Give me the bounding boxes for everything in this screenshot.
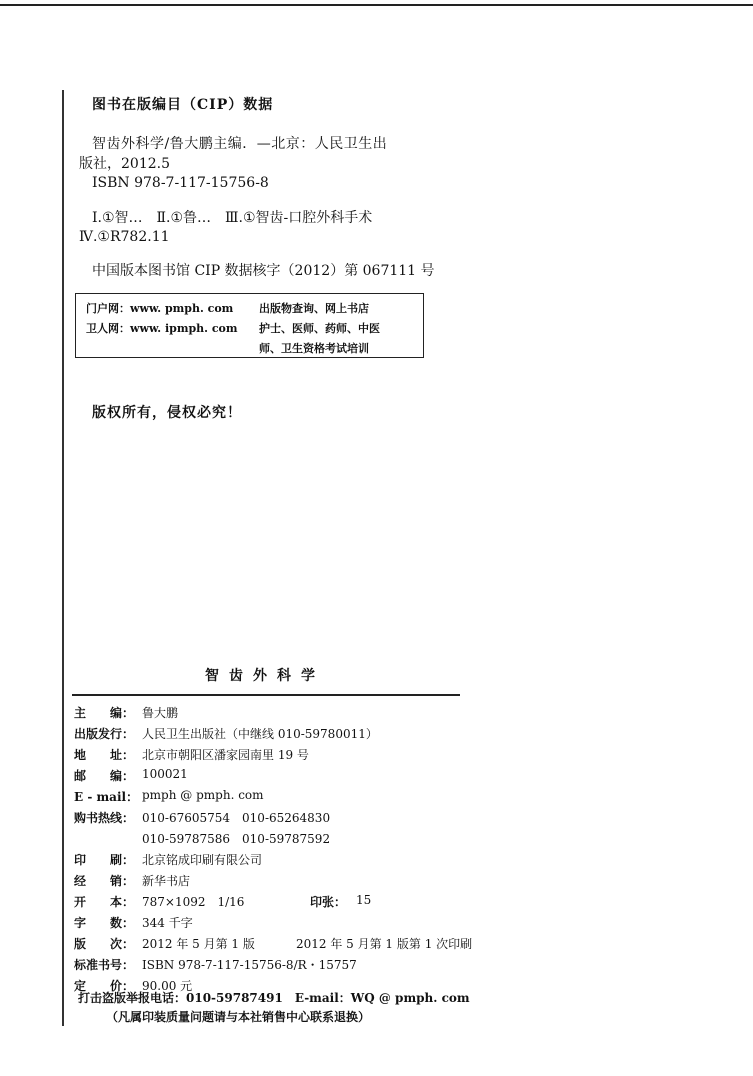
- printer-label: 印 刷：: [74, 853, 135, 867]
- editor-label: 主 编：: [74, 706, 135, 720]
- portal-site: 门户网：www. pmph. com: [86, 302, 234, 315]
- colophon-row-format: [74, 893, 494, 914]
- sheets-value: 15: [356, 893, 372, 907]
- colophon-row-hotline: [74, 809, 494, 830]
- return-note: （凡属印装质量问题请与本社销售中心联系退换）: [106, 1010, 371, 1024]
- health-site-desc-2: 师、卫生资格考试培训: [259, 342, 369, 355]
- sheets-label: 印张：: [310, 895, 347, 909]
- health-site: 卫人网：www. ipmph. com: [86, 322, 238, 335]
- top-border-line: [0, 4, 753, 6]
- colophon-row-editor: [74, 704, 494, 725]
- publisher-label: 出版发行：: [74, 727, 135, 741]
- hotline-label: 购书热线：: [74, 811, 135, 825]
- format-value: 787×1092 1/16: [142, 895, 245, 909]
- isbn-value: ISBN 978-7-117-15756-8/R・15757: [142, 958, 357, 972]
- cip-line-1: 智齿外科学/鲁大鹏主编．—北京：人民卫生出: [92, 136, 388, 152]
- edition-label: 版 次：: [74, 937, 135, 951]
- colophon-row-isbn: [74, 956, 494, 977]
- cip-classification-code: Ⅳ.①R782.11: [79, 229, 170, 245]
- cip-line-2: 版社，2012.5: [79, 156, 170, 172]
- cip-classification: Ⅰ.①智… Ⅱ.①鲁… Ⅲ.①智齿-口腔外科手术: [92, 210, 373, 226]
- distributor-value: 新华书店: [142, 874, 191, 888]
- anti-piracy-hotline: 打击盗版举报电话：010-59787491 E-mail：WQ @ pmph. com: [78, 991, 470, 1005]
- email-value: pmph @ pmph. com: [142, 788, 264, 802]
- colophon: [74, 704, 494, 998]
- words-label: 字 数：: [74, 916, 135, 930]
- postcode-label: 邮 编：: [74, 769, 135, 783]
- editor-value: 鲁大鹏: [142, 706, 179, 720]
- cip-title: 图书在版编目（CIP）数据: [92, 97, 274, 113]
- colophon-row-distributor: [74, 872, 494, 893]
- colophon-row-words: [74, 914, 494, 935]
- isbn-label: 标准书号：: [74, 958, 135, 972]
- distributor-label: 经 销：: [74, 874, 135, 888]
- edition-value: 2012 年 5 月第 1 版: [142, 937, 255, 951]
- book-title: 智齿外科学: [205, 668, 325, 684]
- price-value: 90.00 元: [142, 979, 193, 993]
- postcode-value: 100021: [142, 767, 188, 781]
- price-label: 定 价：: [74, 979, 135, 993]
- hotline-value-1: 010-67605754 010-65264830: [142, 811, 331, 825]
- colophon-row-hotline-2: [74, 830, 494, 851]
- words-value: 344 千字: [142, 916, 193, 930]
- address-value: 北京市朝阳区潘家园南里 19 号: [142, 748, 309, 762]
- format-label: 开 本：: [74, 895, 135, 909]
- colophon-row-email: [74, 788, 494, 809]
- health-site-desc-1: 护士、医师、药师、中医: [259, 322, 380, 335]
- printer-value: 北京铭成印刷有限公司: [142, 853, 263, 867]
- title-divider: [72, 694, 460, 696]
- portal-site-desc: 出版物查询、网上书店: [259, 302, 369, 315]
- copyright-notice: 版权所有，侵权必究！: [92, 405, 242, 421]
- hotline-value-2: 010-59787586 010-59787592: [142, 832, 331, 846]
- colophon-row-postcode: [74, 767, 494, 788]
- cip-isbn: ISBN 978-7-117-15756-8: [92, 175, 269, 191]
- website-info-box: [75, 293, 424, 358]
- colophon-row-address: [74, 746, 494, 767]
- cip-record-number: 中国版本图书馆 CIP 数据核字（2012）第 067111 号: [92, 263, 435, 279]
- printing-value: 2012 年 5 月第 1 版第 1 次印刷: [296, 937, 473, 951]
- address-label: 地 址：: [74, 748, 135, 762]
- colophon-row-edition: [74, 935, 494, 956]
- left-margin-line: [62, 90, 64, 1026]
- email-label: E - mail：: [74, 790, 139, 804]
- colophon-row-publisher: [74, 725, 494, 746]
- colophon-row-printer: [74, 851, 494, 872]
- publisher-value: 人民卫生出版社（中继线 010-59780011）: [142, 727, 378, 741]
